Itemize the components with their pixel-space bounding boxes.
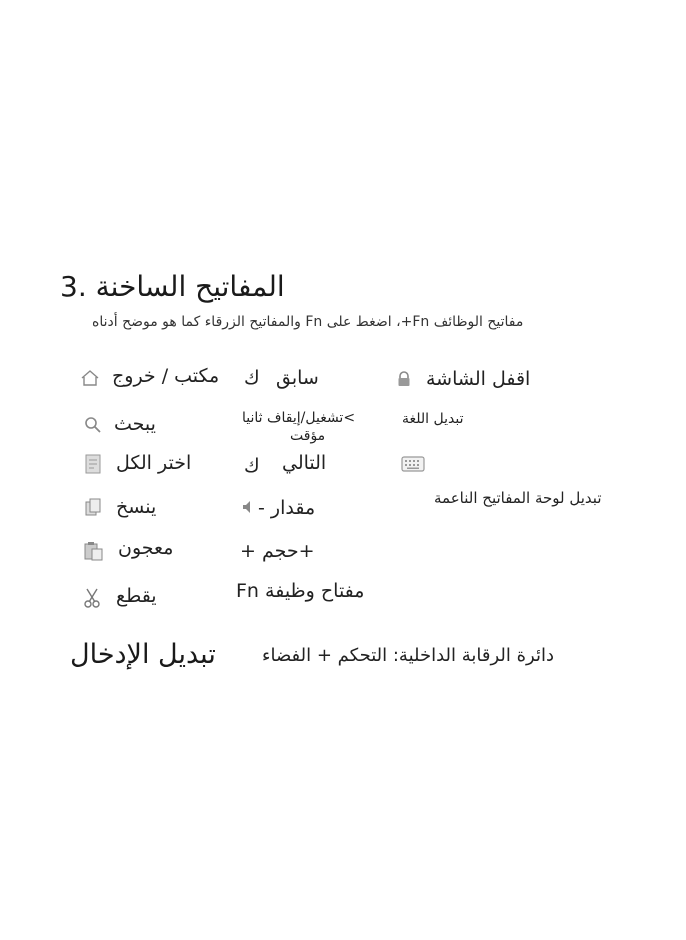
speaker-icon [242, 500, 256, 514]
lock-screen-label: اقفل الشاشة [426, 368, 531, 390]
section-subtitle: والمفاتيح الزرقاء كما هو موضح أدناه Fn اضغط على ،+Fn مفاتيح الوظائف [92, 314, 524, 330]
switch-language-label: تبديل اللغة [402, 411, 464, 427]
scissors-icon [84, 588, 100, 608]
search-icon [84, 416, 102, 434]
previous-glyph: ك [244, 367, 260, 389]
paste-icon [84, 541, 104, 561]
fn-key-label: Fn مفتاح وظيفة [236, 580, 365, 602]
insert-toggle-label: تبديل الإدخال [70, 639, 216, 670]
next-glyph: ك [244, 455, 260, 477]
next-label: التالي [282, 452, 327, 474]
control-space-label: دائرة الرقابة الداخلية: التحكم + الفضاء [262, 645, 555, 666]
keyboard-icon [401, 456, 425, 472]
home-icon [80, 369, 100, 387]
copy-icon [85, 498, 101, 516]
volume-down-label: - مقدار [258, 497, 316, 519]
lock-icon [397, 371, 411, 387]
copy-label: ينسخ [116, 496, 157, 518]
select-all-icon [85, 454, 101, 474]
play-pause-label-line1: تشغيل/إيقاف ثانيا< [242, 410, 356, 426]
play-pause-label-line2: مؤقت [290, 428, 326, 444]
search-label: يبحث [114, 413, 156, 435]
previous-label: سابق [276, 367, 319, 389]
cut-label: يقطع [116, 585, 157, 607]
soft-keyboard-label: تبديل لوحة المفاتيح الناعمة [434, 489, 602, 507]
paste-label: معجون [118, 537, 174, 559]
section-title: المفاتيح الساخنة .3 [60, 270, 285, 303]
volume-up-label: + حجم+ [240, 540, 315, 562]
desktop-exit-label: مكتب / خروج [112, 365, 220, 387]
select-all-label: اختر الكل [116, 452, 192, 474]
